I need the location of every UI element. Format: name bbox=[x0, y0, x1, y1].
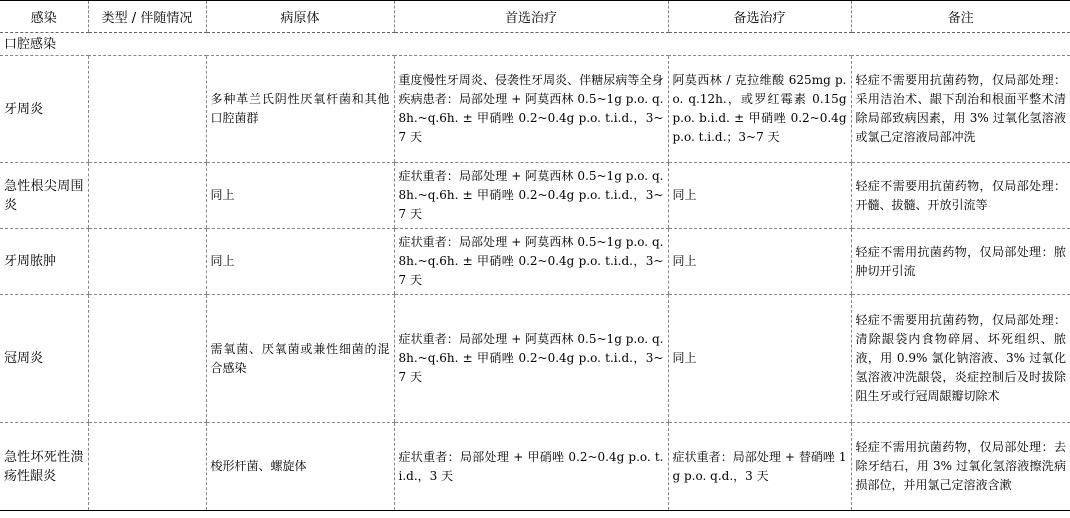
header-type: 类型 / 伴随情况 bbox=[88, 1, 206, 33]
cell-pathogen: 需氧菌、厌氧菌或兼性细菌的混合感染 bbox=[206, 295, 394, 423]
table-row bbox=[0, 163, 1070, 229]
section-row bbox=[0, 33, 1070, 56]
cell-notes: 轻症不需用抗菌药物，仅局部处理：脓肿切开引流 bbox=[851, 229, 1070, 295]
cell-alternative: 症状重者：局部处理 + 替硝唑 1g p.o. q.d.，3 天 bbox=[668, 423, 851, 511]
table-row bbox=[0, 423, 1070, 511]
cell-infection: 急性坏死性溃疡性龈炎 bbox=[0, 423, 88, 511]
cell-alternative: 阿莫西林 / 克拉维酸 625mg p.o. q.12h.，或罗红霉素 0.15g p.o. b.i.d. ± 甲硝唑 0.2~0.4g p.o. t.i.d.；3~7 天 bbox=[668, 56, 851, 163]
cell-first-line: 症状重者：局部处理 + 阿莫西林 0.5~1g p.o. q.8h.~q.6h. ± 甲硝唑 0.2~0.4g p.o. t.i.d.，3~7 天 bbox=[394, 163, 668, 229]
cell-pathogen: 同上 bbox=[206, 163, 394, 229]
cell-first-line: 症状重者：局部处理 + 阿莫西林 0.5~1g p.o. q.8h.~q.6h. ± 甲硝唑 0.2~0.4g p.o. t.i.d.，3~7 天 bbox=[394, 295, 668, 423]
cell-notes: 轻症不需要用抗菌药物，仅局部处理：采用洁治术、龈下刮治和根面平整术清除局部致病因素，用 3% 过氧化氢溶液或氯己定溶液局部冲洗 bbox=[851, 56, 1070, 163]
cell-type bbox=[88, 423, 206, 511]
cell-alternative: 同上 bbox=[668, 229, 851, 295]
cell-pathogen: 梭形杆菌、螺旋体 bbox=[206, 423, 394, 511]
cell-infection: 急性根尖周围炎 bbox=[0, 163, 88, 229]
table-row bbox=[0, 295, 1070, 423]
header-notes: 备注 bbox=[851, 1, 1070, 33]
section-title: 口腔感染 bbox=[0, 33, 1070, 56]
cell-infection: 牙周炎 bbox=[0, 56, 88, 163]
header-pathogen: 病原体 bbox=[206, 1, 394, 33]
cell-infection: 牙周脓肿 bbox=[0, 229, 88, 295]
cell-notes: 轻症不需要用抗菌药物，仅局部处理：清除龈袋内食物碎屑、坏死组织、脓液，用 0.9% 氯化钠溶液、3% 过氧化氢溶液冲洗龈袋，炎症控制后及时拔除阻生牙或行冠周龈瓣切除术 bbox=[851, 295, 1070, 423]
cell-type bbox=[88, 56, 206, 163]
header-row bbox=[0, 1, 1070, 33]
header-alternative: 备选治疗 bbox=[668, 1, 851, 33]
table-row bbox=[0, 229, 1070, 295]
cell-alternative: 同上 bbox=[668, 295, 851, 423]
cell-first-line: 症状重者：局部处理 + 甲硝唑 0.2~0.4g p.o. t.i.d.，3 天 bbox=[394, 423, 668, 511]
cell-first-line: 重度慢性牙周炎、侵袭性牙周炎、伴糖尿病等全身疾病患者：局部处理 + 阿莫西林 0.5~1g p.o. q.8h.~q.6h. ± 甲硝唑 0.2~0.4g p.o. t.i.d.，3~7 天 bbox=[394, 56, 668, 163]
cell-type bbox=[88, 163, 206, 229]
cell-type bbox=[88, 229, 206, 295]
header-first-line: 首选治疗 bbox=[394, 1, 668, 33]
cell-first-line: 症状重者：局部处理 + 阿莫西林 0.5~1g p.o. q.8h.~q.6h. ± 甲硝唑 0.2~0.4g p.o. t.i.d.，3~7 天 bbox=[394, 229, 668, 295]
cell-alternative: 同上 bbox=[668, 163, 851, 229]
cell-pathogen: 同上 bbox=[206, 229, 394, 295]
cell-infection: 冠周炎 bbox=[0, 295, 88, 423]
cell-type bbox=[88, 295, 206, 423]
cell-pathogen: 多种革兰氏阴性厌氧杆菌和其他口腔菌群 bbox=[206, 56, 394, 163]
header-infection: 感染 bbox=[0, 1, 88, 33]
cell-notes: 轻症不需要用抗菌药物，仅局部处理：开髓、拔髓、开放引流等 bbox=[851, 163, 1070, 229]
cell-notes: 轻症不需用抗菌药物，仅局部处理：去除牙结石，用 3% 过氧化氢溶液擦洗病损部位，并用氯己定溶液含漱 bbox=[851, 423, 1070, 511]
table-row bbox=[0, 56, 1070, 163]
